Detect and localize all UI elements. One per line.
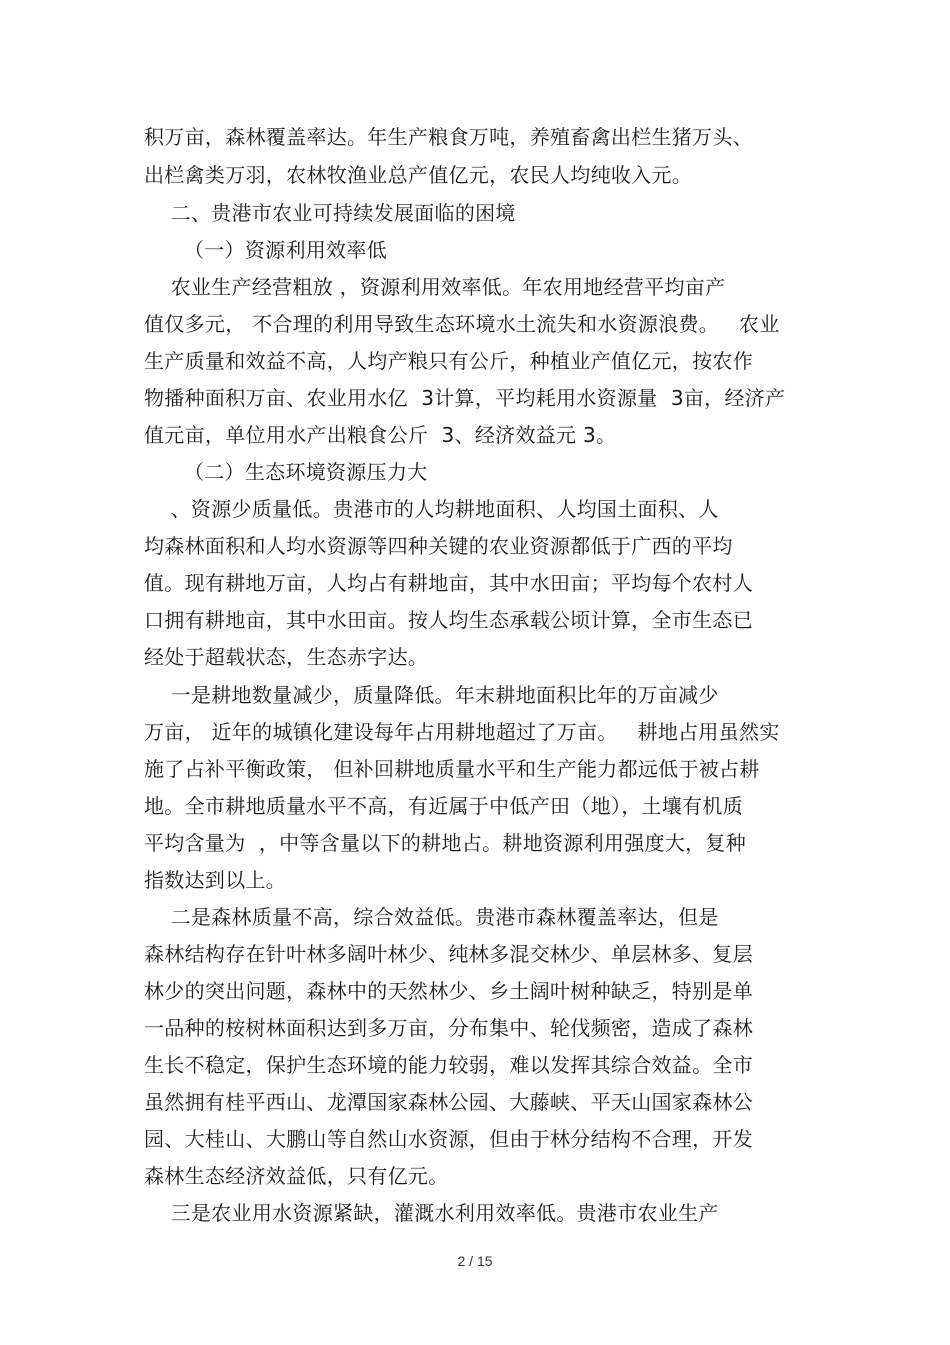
text-line: 生长不稳定，保护生态环境的能力较弱，难以发挥其综合效益。全市 (144, 1053, 753, 1077)
text-line: 平均含量为 ，中等含量以下的耕地占。耕地资源利用强度大，复种 (144, 831, 747, 855)
text-line: 出栏禽类万羽，农林牧渔业总产值亿元，农民人均纯收入元。 (144, 163, 693, 187)
page-number: 2 / 15 (457, 1253, 493, 1269)
text-line: 三是农业用水资源紧缺，灌溉水利用效率低。贵港市农业生产 (144, 1201, 719, 1225)
text-line: 林少的突出问题，森林中的天然林少、乡土阔叶树种缺乏，特别是单 (144, 979, 753, 1003)
text-line: 生产质量和效益不高，人均产粮只有公斤，种植业产值亿元，按农作 (144, 349, 753, 373)
text-line: 积万亩，森林覆盖率达。年生产粮食万吨，养殖畜禽出栏生猪万头、 (144, 125, 753, 149)
text-line: 农业生产经营粗放 ，资源利用效率低。年农用地经营平均亩产 (144, 275, 726, 299)
text-line: 值仅多元， 不合理的利用导致生态环境水土流失和水资源浪费。 农业 (144, 312, 780, 336)
text-line: 值元亩，单位用水产出粮食公斤 3、经济效益元 3。 (144, 423, 617, 447)
text-line: 指数达到以上。 (144, 868, 287, 892)
text-line: 口拥有耕地亩，其中水田亩。按人均生态承载公顷计算，全市生态已 (144, 608, 753, 632)
subsection-heading: （一）资源利用效率低 (144, 238, 387, 262)
text-line: 经处于超载状态，生态赤字达。 (144, 645, 429, 669)
text-line: 地。全市耕地质量水平不高，有近属于中低产田（地），土壤有机质 (144, 794, 743, 818)
text-line: 一是耕地数量减少，质量降低。年末耕地面积比年的万亩减少 (144, 683, 719, 707)
text-line: 森林结构存在针叶林多阔叶林少、纯林多混交林少、单层林多、复层 (144, 942, 753, 966)
text-line: 二是森林质量不高，综合效益低。贵港市森林覆盖率达，但是 (144, 905, 719, 929)
text-line: 、资源少质量低。贵港市的人均耕地面积、人均国土面积、人 (144, 497, 719, 521)
text-line: 值。现有耕地万亩，人均占有耕地亩，其中水田亩；平均每个农村人 (144, 571, 753, 595)
text-line: 一品种的桉树林面积达到多万亩，分布集中、轮伐频密，造成了森林 (144, 1016, 753, 1040)
text-line: 森林生态经济效益低，只有亿元。 (144, 1164, 449, 1188)
text-line: 虽然拥有桂平西山、龙潭国家森林公园、大藤峡、平天山国家森林公 (144, 1090, 753, 1114)
text-line: 园、大桂山、大鹏山等自然山水资源，但由于林分结构不合理，开发 (144, 1127, 753, 1151)
text-line: 均森林面积和人均水资源等四种关键的农业资源都低于广西的平均 (144, 534, 733, 558)
section-heading: 二、贵港市农业可持续发展面临的困境 (144, 201, 516, 225)
text-line: 万亩， 近年的城镇化建设每年占用耕地超过了万亩。 耕地占用虽然实 (144, 720, 780, 744)
text-line: 物播种面积万亩、农业用水亿 3计算，平均耗用水资源量 3亩，经济产 (144, 386, 786, 410)
text-line: 施了占补平衡政策， 但补回耕地质量水平和生产能力都远低于被占耕 (144, 757, 760, 781)
subsection-heading: （二）生态环境资源压力大 (144, 460, 428, 484)
